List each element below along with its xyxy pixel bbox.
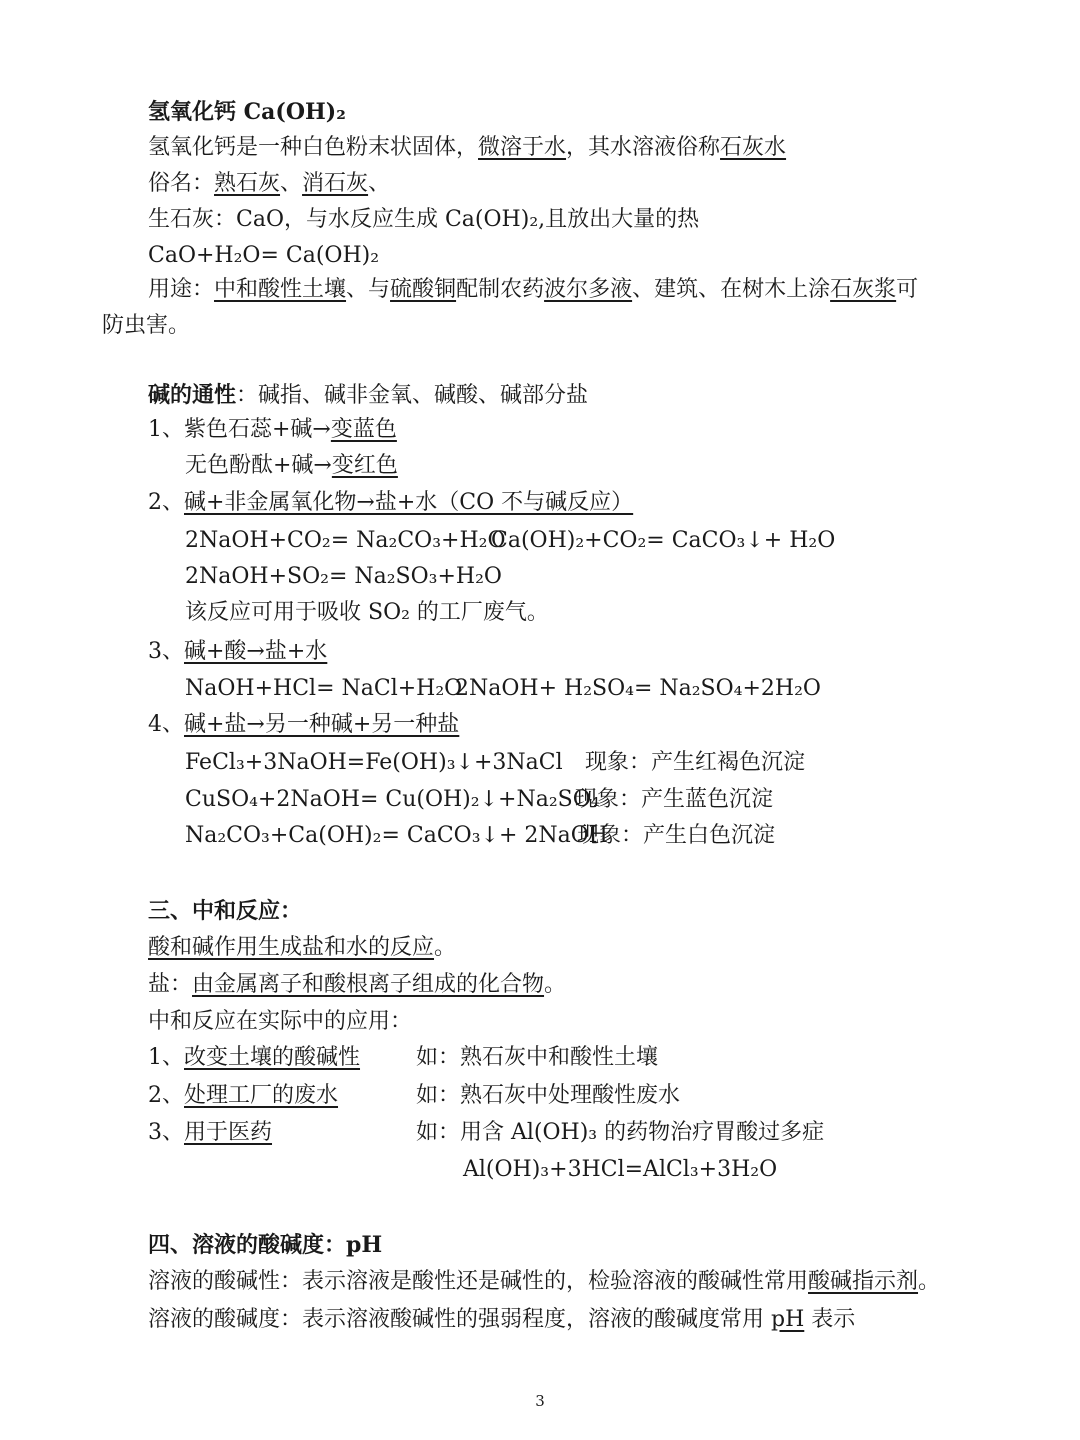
equation: NaOH+HCl= NaCl+H₂O (185, 676, 463, 701)
applications-title: 中和反应在实际中的应用： (148, 1009, 413, 1034)
text: ，其水溶液俗称 (566, 135, 721, 160)
rule-1-litmus (148, 415, 397, 445)
underlined-text: 酸和碱作用生成盐和水的反应 (148, 935, 435, 960)
underlined-text: 硫酸铜 (390, 277, 457, 302)
section-title-neutralization: 三、中和反应： (148, 898, 303, 924)
underlined-text: 变蓝色 (330, 417, 397, 442)
text: 俗名： (148, 171, 215, 196)
text: 盐： (148, 972, 193, 997)
text: 氢氧化钙是一种白色粉末状固体， (148, 135, 479, 160)
underlined-text: 碱+酸→盐+水 (184, 639, 328, 664)
underlined-text: 处理工厂的废水 (184, 1083, 339, 1108)
underlined-text: 微溶于水 (478, 135, 567, 160)
rule-4 (148, 710, 459, 740)
underlined-text: 石灰水 (720, 135, 787, 160)
equation: Na₂CO₃+Ca(OH)₂= CaCO₃↓+ 2NaOH (185, 823, 608, 848)
text: 、 (368, 171, 391, 196)
quicklime-equation: CaO+H₂O= Ca(OH)₂ (148, 243, 380, 268)
text: ：碱指、碱非金氧、碱酸、碱部分盐 (236, 383, 589, 408)
text: 2、 (148, 490, 184, 515)
equation: CuSO₄+2NaOH= Cu(OH)₂↓+Na₂SO₄ (185, 787, 600, 812)
underlined-text: pH (771, 1307, 805, 1332)
neutralization-definition (148, 933, 456, 963)
section-title-calcium-hydroxide: 氢氧化钙 Ca(OH)₂ (148, 99, 346, 125)
example: 如：熟石灰中和酸性土壤 (416, 1045, 659, 1070)
text: 用途： (148, 277, 215, 302)
text: 1、紫色石蕊+碱→ (148, 417, 331, 442)
example: 如：用含 Al(OH)₃ 的药物治疗胃酸过多症 (416, 1120, 825, 1145)
application-row-1 (148, 1043, 659, 1073)
underlined-text: 由金属离子和酸根离子组成的化合物 (192, 972, 545, 997)
rule-1-phenolphthalein (185, 451, 398, 481)
text: 。 (918, 1269, 941, 1294)
common-names-line (148, 169, 390, 199)
text: 可 (896, 277, 919, 302)
equation: 2NaOH+ H₂SO₄= Na₂SO₄+2H₂O (455, 676, 821, 701)
application-row-2 (148, 1081, 681, 1111)
underlined-text: 碱+盐→另一种碱+另一种盐 (184, 712, 460, 737)
underlined-text: 熟石灰 (214, 171, 281, 196)
uses-line (148, 275, 918, 305)
equation: Al(OH)₃+3HCl=AlCl₃+3H₂O (463, 1157, 778, 1182)
salt-definition (148, 970, 566, 1000)
application-row-3 (148, 1118, 825, 1148)
text: 2、 (148, 1083, 184, 1108)
text: 、建筑、在树木上涂 (632, 277, 831, 302)
quicklime-line: 生石灰：CaO，与水反应生成 Ca(OH)₂,且放出大量的热 (148, 207, 700, 232)
phenomenon: 现象：产生红褐色沉淀 (585, 750, 806, 775)
calcium-hydroxide-description (148, 133, 786, 163)
text: 。 (544, 972, 567, 997)
phenomenon: 现象：产生蓝色沉淀 (575, 787, 774, 812)
text: 。 (434, 935, 457, 960)
underlined-text: 变红色 (331, 453, 398, 478)
text: 4、 (148, 712, 184, 737)
text: 3、 (148, 1120, 184, 1145)
text: 3、 (148, 639, 184, 664)
equation: Ca(OH)₂+CO₂= CaCO₃↓+ H₂O (491, 528, 836, 553)
underlined-text: 波尔多液 (544, 277, 633, 302)
underlined-text: 用于医药 (184, 1120, 273, 1145)
uses-line-continued: 防虫害。 (102, 313, 191, 338)
phenomenon: 现象：产生白色沉淀 (577, 823, 776, 848)
text: 1、 (148, 1045, 184, 1070)
equation: FeCl₃+3NaOH=Fe(OH)₃↓+3NaCl (185, 750, 563, 775)
bold-text: 碱的通性 (148, 382, 237, 408)
equation: 2NaOH+CO₂= Na₂CO₃+H₂O (185, 528, 506, 553)
underlined-text: 中和酸性土壤 (214, 277, 347, 302)
text: 无色酚酞+碱→ (185, 453, 332, 478)
example: 如：熟石灰中处理酸性废水 (416, 1083, 681, 1108)
underlined-text: 改变土壤的酸碱性 (184, 1045, 361, 1070)
underlined-text: 石灰浆 (830, 277, 897, 302)
equation: 2NaOH+SO₂= Na₂SO₃+H₂O (185, 564, 502, 589)
acidity-line (148, 1267, 940, 1297)
text: 表示 (804, 1307, 856, 1332)
underlined-text: 碱+非金属氧化物→盐+水（CO 不与碱反应） (184, 490, 634, 515)
rule-2-note: 该反应可用于吸收 SO₂ 的工厂废气。 (185, 600, 549, 625)
section-title-base-properties (148, 380, 588, 410)
rule-3 (148, 637, 327, 667)
text: 、 (280, 171, 303, 196)
underlined-text: 消石灰 (302, 171, 369, 196)
page-number: 3 (535, 1392, 545, 1410)
underlined-text: 酸碱指示剂 (808, 1269, 919, 1294)
section-title-ph: 四、溶液的酸碱度：pH (148, 1232, 383, 1258)
text: 溶液的酸碱度：表示溶液酸碱性的强弱程度，溶液的酸碱度常用 (148, 1307, 771, 1332)
text: 、与 (346, 277, 391, 302)
rule-2 (148, 488, 633, 518)
text: 溶液的酸碱性：表示溶液是酸性还是碱性的，检验溶液的酸碱性常用 (148, 1269, 809, 1294)
text: 配制农药 (456, 277, 545, 302)
ph-line (148, 1305, 855, 1335)
